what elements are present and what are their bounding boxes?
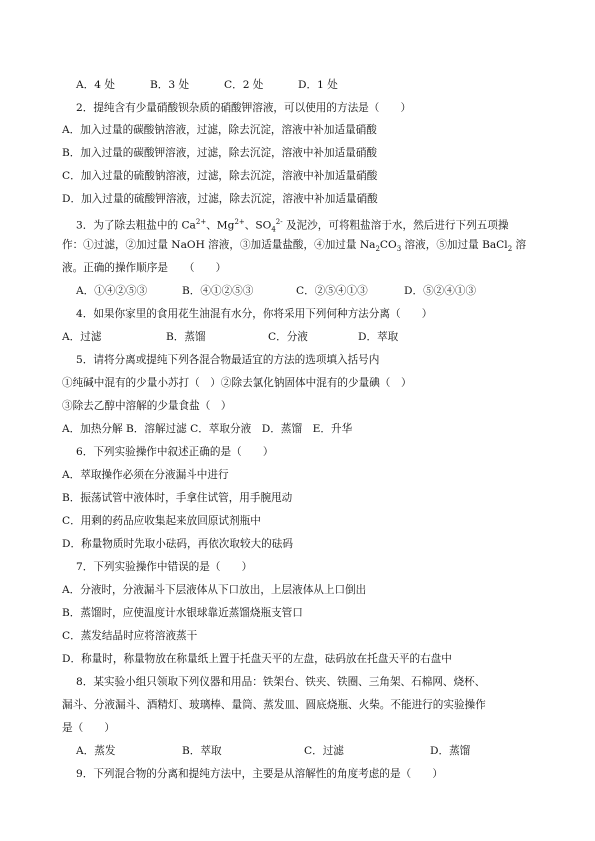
q3-option-d: D．⑤②④①③ [404, 285, 477, 297]
q7-stem: 7．下列实验操作中错误的是（ ） [76, 561, 253, 573]
q4-options [0, 330, 595, 344]
q3-stem-line1: 3．为了除去粗盐中的 $Ca^{2+}$、$Mg^{2+}$、$SO_4^{2-}$ 及泥沙，可将粗盐溶于水，然后进行下列五项操 [76, 218, 509, 234]
q8-option-b: B．萃取 [182, 745, 222, 757]
q6-option-d: D．称量物质时先取小砝码，再依次取较大的砝码 [62, 538, 293, 550]
q8-stem-line1: 8．某实验小组只领取下列仪器和用品：铁架台、铁夹、铁圈、三角架、石棉网、烧杯、 [76, 676, 486, 688]
q3-option-a: A．①④②⑤③ [76, 285, 148, 297]
q7-option-c: C．蒸发结晶时应将溶液蒸干 [62, 630, 198, 642]
q5-options: A．加热分解 B．溶解过滤 C．萃取分液 D．蒸馏 E．升华 [62, 423, 353, 435]
q6-option-a: A．萃取操作必须在分液漏斗中进行 [62, 469, 229, 481]
q1-option-d: D．1 处 [298, 79, 338, 91]
q2-stem: 2．提纯含有少量硝酸钡杂质的硝酸钾溶液，可以使用的方法是（ ） [76, 102, 412, 114]
q8-option-d: D．蒸馏 [430, 745, 471, 757]
q7-option-d: D．称量时，称量物放在称量纸上置于托盘天平的左盘，砝码放在托盘天平的右盘中 [62, 653, 452, 665]
q3-stem-line2: 作：①过滤，②加过量 NaOH 溶液，③加适量盐酸，④加过量 $Na_2CO_3$ 溶液，⑤加过量 BaCl$_2$ 溶 [62, 239, 527, 254]
q4-option-c: C．分液 [268, 331, 308, 343]
q4-option-a: A．过滤 [62, 331, 102, 343]
q8-stem-line2: 漏斗、分液漏斗、酒精灯、玻璃棒、量筒、蒸发皿、圆底烧瓶、火柴。不能进行的实验操作 [62, 699, 486, 711]
q7-option-b: B．蒸馏时，应使温度计水银球靠近蒸馏烧瓶支管口 [62, 607, 303, 619]
q6-option-c: C．用剩的药品应收集起来放回原试剂瓶中 [62, 515, 261, 527]
q3-stem-line3: 液。正确的操作顺序是 （ ） [62, 262, 227, 274]
q3-option-c: C．②⑤④①③ [296, 285, 368, 297]
q4-option-d: D．萃取 [358, 331, 399, 343]
q1-option-b: B．3 处 [150, 79, 190, 91]
q3-options [0, 284, 595, 298]
q2-option-b: B．加入过量的碳酸钾溶液，过滤，除去沉淀，溶液中补加适量硝酸 [62, 147, 378, 159]
q8-option-c: C．过滤 [304, 745, 344, 757]
q2-option-a: A．加入过量的碳酸钠溶液，过滤，除去沉淀，溶液中补加适量硝酸 [62, 124, 377, 136]
q6-stem: 6．下列实验操作中叙述正确的是（ ） [76, 446, 274, 458]
q5-line3: ③除去乙醇中溶解的少量食盐（ ） [62, 400, 232, 412]
q9-stem: 9．下列混合物的分离和提纯方法中，主要是从溶解性的角度考虑的是（ ） [76, 768, 443, 780]
q6-option-b: B．振荡试管中液体时，手拿住试管，用手腕甩动 [62, 492, 293, 504]
q8-option-a: A．蒸发 [76, 745, 116, 757]
q1-options [0, 78, 595, 92]
q5-line2: ①纯碱中混有的少量小苏打（ ）②除去氯化钠固体中混有的少量碘（ ） [62, 377, 412, 389]
q1-option-c: C．2 处 [224, 79, 264, 91]
q8-options [0, 744, 595, 758]
q4-option-b: B．蒸馏 [166, 331, 206, 343]
q4-stem: 4．如果你家里的食用花生油混有水分，你将采用下列何种方法分离（ ） [76, 308, 433, 320]
q1-option-a: A．4 处 [76, 79, 115, 91]
q2-option-c: C．加入过量的硫酸钠溶液，过滤，除去沉淀，溶液中补加适量硝酸 [62, 170, 378, 182]
q2-option-d: D．加入过量的硫酸钾溶液，过滤，除去沉淀，溶液中补加适量硝酸 [62, 193, 378, 205]
q5-stem: 5．请将分离或提纯下列各混合物最适宜的方法的选项填入括号内 [76, 354, 380, 366]
q8-stem-line3: 是（ ） [62, 722, 115, 734]
q7-option-a: A．分液时，分液漏斗下层液体从下口放出，上层液体从上口倒出 [62, 584, 367, 596]
q3-option-b: B．④①②⑤③ [182, 285, 254, 297]
